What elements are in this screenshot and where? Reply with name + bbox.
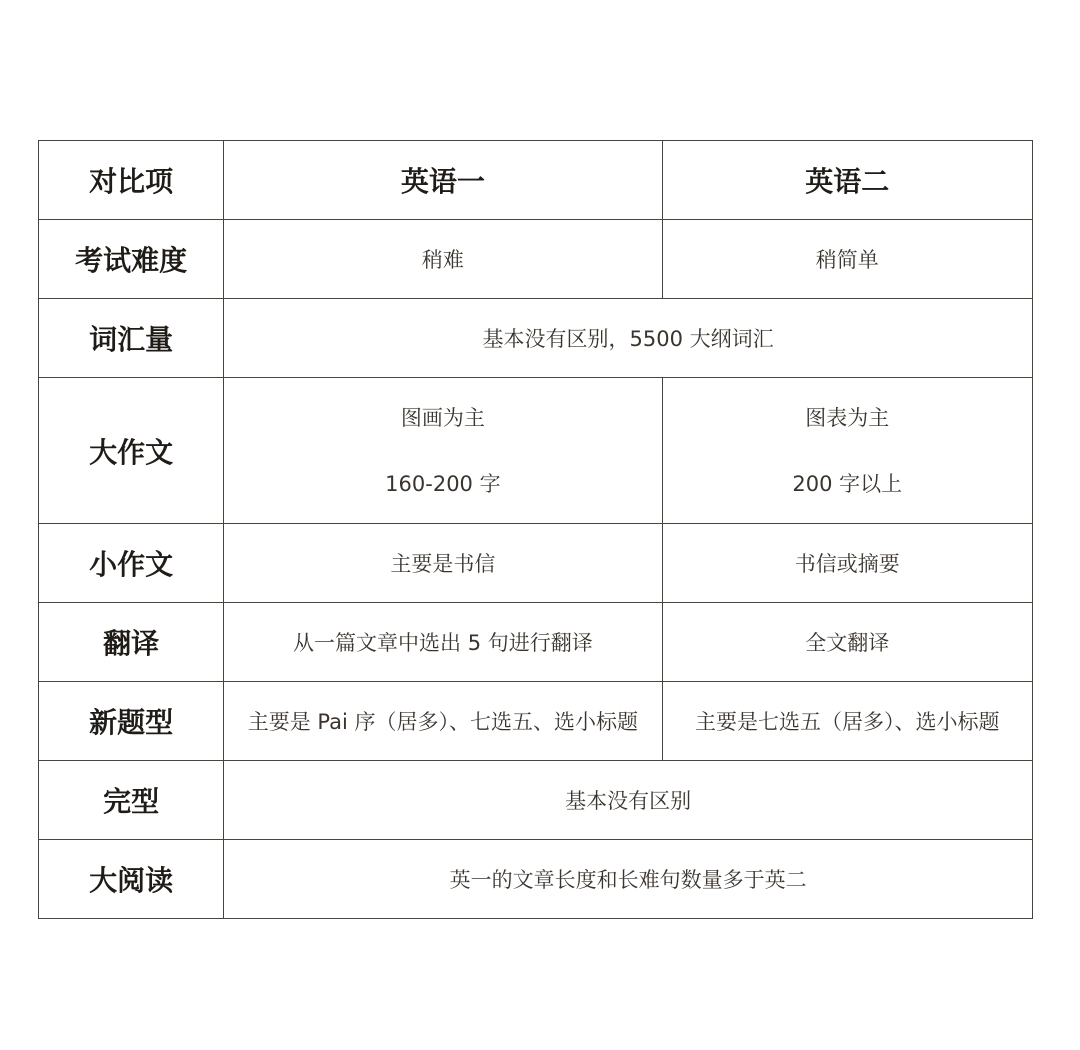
row-label: 大阅读 (39, 840, 224, 919)
header-english2: 英语二 (662, 141, 1032, 220)
table-row (39, 840, 1033, 919)
table-row (39, 682, 1033, 761)
comparison-table (38, 140, 1033, 919)
table-row (39, 378, 1033, 524)
cell-shared: 基本没有区别，5500 大纲词汇 (224, 299, 1033, 378)
row-label: 考试难度 (39, 220, 224, 299)
cell-line: 图画为主 (400, 405, 485, 430)
cell-english1: 稍难 (224, 220, 662, 299)
cell-english1: 从一篇文章中选出 5 句进行翻译 (224, 603, 662, 682)
row-label: 大作文 (39, 378, 224, 524)
cell-english2: 书信或摘要 (662, 524, 1032, 603)
cell-english1 (224, 378, 662, 524)
cell-shared: 英一的文章长度和长难句数量多于英二 (224, 840, 1033, 919)
row-label: 翻译 (39, 603, 224, 682)
table-row (39, 761, 1033, 840)
cell-english1: 主要是书信 (224, 524, 662, 603)
cell-english2 (662, 378, 1032, 524)
cell-english1: 主要是 Pai 序（居多）、七选五、选小标题 (224, 682, 662, 761)
table-row (39, 299, 1033, 378)
cell-line: 200 字以上 (792, 471, 903, 496)
table-row (39, 603, 1033, 682)
cell-english2: 主要是七选五（居多）、选小标题 (662, 682, 1032, 761)
cell-english2: 全文翻译 (662, 603, 1032, 682)
row-label: 词汇量 (39, 299, 224, 378)
header-english1: 英语一 (224, 141, 662, 220)
table-row (39, 524, 1033, 603)
header-row (39, 141, 1033, 220)
cell-line: 160-200 字 (385, 471, 501, 496)
row-label: 新题型 (39, 682, 224, 761)
header-item: 对比项 (39, 141, 224, 220)
row-label: 完型 (39, 761, 224, 840)
table-row (39, 220, 1033, 299)
cell-english2: 稍简单 (662, 220, 1032, 299)
cell-shared: 基本没有区别 (224, 761, 1033, 840)
row-label: 小作文 (39, 524, 224, 603)
cell-line: 图表为主 (805, 405, 890, 430)
